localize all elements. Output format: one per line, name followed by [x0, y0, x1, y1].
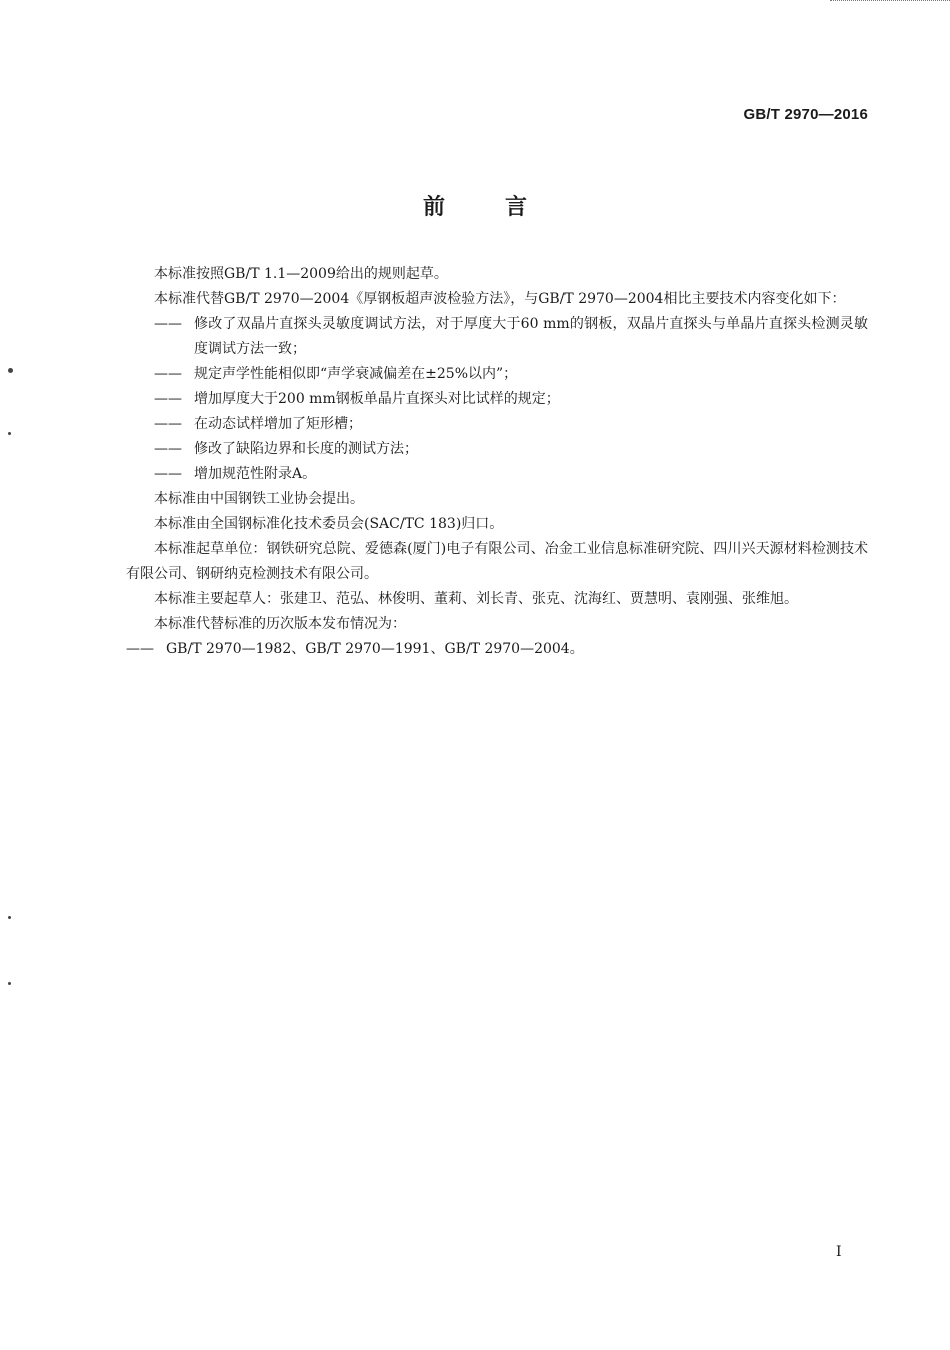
- scan-artifact-dot: [8, 368, 13, 373]
- scan-artifact-dot: [8, 916, 11, 919]
- list-item: —— 在动态试样增加了矩形槽；: [154, 416, 362, 432]
- history-item: —— GB/T 2970—1982、GB/T 2970—1991、GB/T 2970—2004。: [126, 641, 584, 657]
- scan-edge-line: [830, 0, 950, 2]
- page-number: I: [836, 1244, 842, 1260]
- paragraph-replacement: 本标准代替GB/T 2970—2004《厚钢板超声波检验方法》，与GB/T 2970—2004相比主要技术内容变化如下：: [154, 291, 846, 307]
- paragraph-drafters: 本标准主要起草人：张建卫、范弘、林俊明、董莉、刘长青、张克、沈海红、贾慧明、袁刚强、张维旭。: [154, 591, 798, 607]
- list-item: —— 修改了双晶片直探头灵敏度调试方法，对于厚度大于60 mm的钢板，双晶片直探头与单晶片直探头检测灵敏度调试方法一致；: [154, 316, 868, 357]
- title-char-2: 言: [505, 195, 528, 220]
- scan-artifact-dot: [8, 432, 11, 435]
- paragraph-proposer: 本标准由中国钢铁工业协会提出。: [154, 491, 364, 507]
- paragraph-drafting-rules: 本标准按照GB/T 1.1—2009给出的规则起草。: [154, 266, 448, 282]
- scan-artifact-dot: [8, 982, 11, 985]
- list-item: —— 增加厚度大于200 mm钢板单晶片直探头对比试样的规定；: [154, 391, 560, 407]
- title-char-1: 前: [422, 195, 445, 220]
- paragraph-history-intro: 本标准代替标准的历次版本发布情况为：: [154, 616, 406, 632]
- paragraph-administrator: 本标准由全国钢标准化技术委员会(SAC/TC 183)归口。: [154, 516, 504, 532]
- paragraph-drafting-units: 本标准起草单位：钢铁研究总院、爱德森(厦门)电子有限公司、冶金工业信息标准研究院、四川兴天源材料检测技术有限公司、钢研纳克检测技术有限公司。: [126, 541, 868, 582]
- page-title: [0, 190, 950, 221]
- standard-code: GB/T 2970—2016: [743, 106, 868, 123]
- list-item: —— 修改了缺陷边界和长度的测试方法；: [154, 441, 418, 457]
- foreword-body: [126, 262, 868, 662]
- list-item: —— 规定声学性能相似即“声学衰减偏差在±25%以内”；: [154, 366, 518, 382]
- list-item: —— 增加规范性附录A。: [154, 466, 317, 482]
